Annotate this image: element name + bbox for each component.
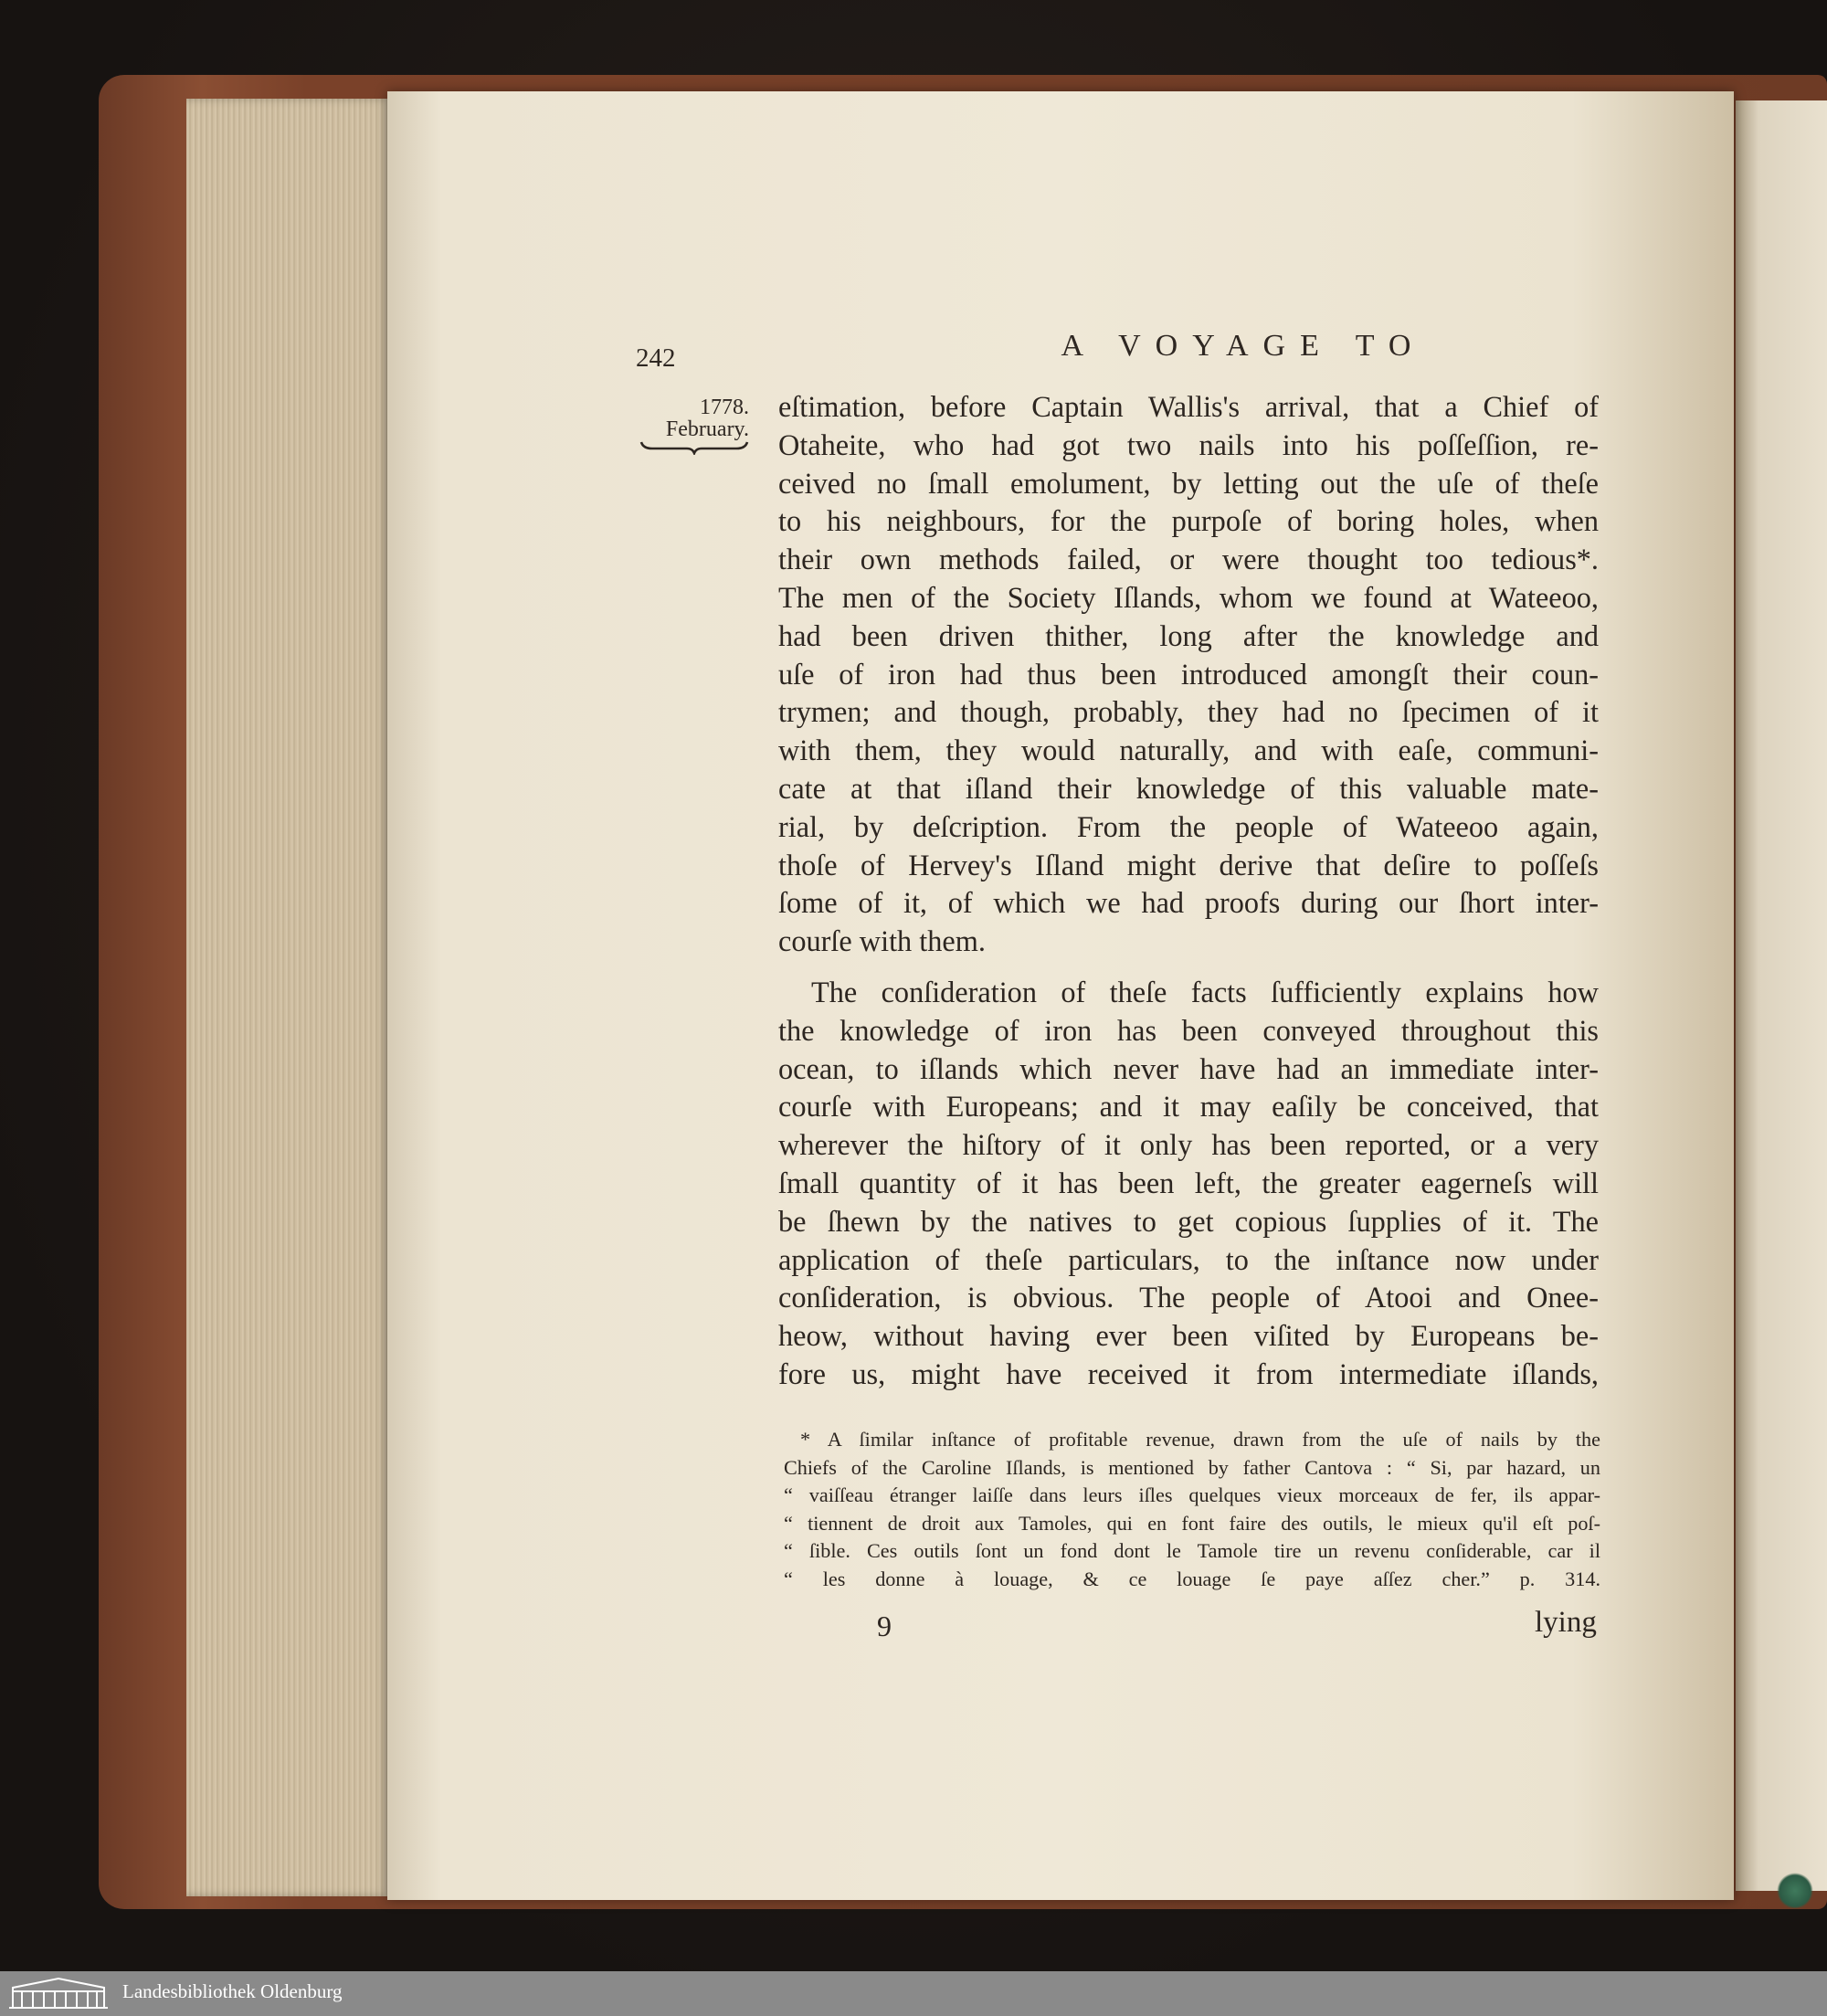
footnote-line: “ tiennent de droit aux Tamoles, qui en font faire des outils, le mieux qu'il eſt poſ-	[784, 1511, 1600, 1535]
text-line: fore us, might have received it from intermediate iſlands,	[778, 1356, 1599, 1390]
text-line: eſtimation, before Captain Wallis's arrival, that a Chief of	[778, 390, 1599, 423]
text-line: courſe with Europeans; and it may eaſily be conceived, that	[778, 1090, 1599, 1124]
text-line: with them, they would naturally, and with eaſe, communi-	[778, 734, 1599, 767]
text-line: rial, by deſcription. From the people of Wateeoo again,	[778, 809, 1599, 843]
text-line: be ſhewn by the natives to get copious ſupplies of it. The	[778, 1204, 1599, 1238]
text-line: cate at that iſland their knowledge of this valuable mate-	[778, 771, 1599, 805]
footnote	[784, 1426, 1600, 1593]
margin-date-note	[639, 396, 749, 455]
ribbon-bookmark	[1777, 1873, 1813, 1909]
footnote-line: * A ſimilar inſtance of profitable revenue, drawn from the uſe of nails by the	[800, 1428, 1600, 1451]
text-line: had been driven thither, long after the knowledge and	[778, 618, 1599, 652]
footnote-line: “ ſible. Ces outils ſont un fond dont le Tamole tire un revenu conſiderable, car il	[784, 1539, 1600, 1562]
page-number: 242	[636, 343, 676, 373]
text-line: ſome of it, of which we had proofs during our ſhort inter-	[778, 886, 1599, 920]
text-line: The conſideration of theſe facts ſufficiently explains how	[811, 975, 1599, 1008]
main-text	[778, 388, 1599, 1394]
margin-month: February.	[665, 417, 749, 441]
text-line: thoſe of Hervey's Iſland might derive that deſire to poſſeſs	[778, 848, 1599, 881]
catchword: lying	[1535, 1606, 1597, 1639]
footnote-line: “ les donne à louage, & ce louage ſe paye aſſez cher.” p. 314.	[784, 1567, 1600, 1590]
facing-page	[1736, 100, 1827, 1891]
signature-mark: 9	[877, 1610, 892, 1642]
footer-bar	[0, 1971, 1827, 2016]
brace-ornament-icon	[639, 440, 749, 455]
text-line: to his neighbours, for the purpoſe of boring holes, when	[778, 504, 1599, 538]
text-line: Otaheite, who had got two nails into his poſſeſſion, re-	[778, 427, 1599, 461]
page-edge	[186, 99, 393, 1896]
footnote-line: Chiefs of the Caroline Iſlands, is mentioned by father Cantova : “ Si, par hazard, un	[784, 1455, 1600, 1479]
text-line: their own methods failed, or were thought too tedious*.	[778, 543, 1599, 576]
text-line: heow, without having ever been viſited by Europeans be-	[778, 1319, 1599, 1353]
text-line: ceived no ſmall emolument, by letting out the uſe of theſe	[778, 466, 1599, 500]
footer-institution: Landesbibliothek Oldenburg	[122, 1980, 343, 2002]
text-line: trymen; and though, probably, they had no ſpecimen of it	[778, 695, 1599, 729]
library-building-icon	[5, 1975, 111, 2011]
footnote-line: “ vaiſſeau étranger laiſſe dans leurs iſles quelques vieux morceaux de fer, ils appar-	[784, 1483, 1600, 1506]
text-line: The men of the Society Iſlands, whom we found at Wateeoo,	[778, 580, 1599, 614]
text-line: application of theſe particulars, to the inſtance now under	[778, 1242, 1599, 1276]
margin-year: 1778.	[700, 396, 749, 419]
text-line: conſideration, is obvious. The people of Atooi and Onee-	[778, 1281, 1599, 1314]
text-line: ocean, to iſlands which never have had an immediate inter-	[778, 1051, 1599, 1085]
text-line: ſmall quantity of it has been left, the greater eagerneſs will	[778, 1166, 1599, 1199]
text-line: uſe of iron had thus been introduced amongſt their coun-	[778, 657, 1599, 691]
text-line: wherever the hiſtory of it only has been reported, or a very	[778, 1128, 1599, 1162]
running-head: A VOYAGE TO	[1061, 329, 1426, 363]
text-line: courſe with them.	[778, 924, 986, 958]
page-header	[636, 329, 1604, 375]
text-line: the knowledge of iron has been conveyed throughout this	[778, 1013, 1599, 1047]
